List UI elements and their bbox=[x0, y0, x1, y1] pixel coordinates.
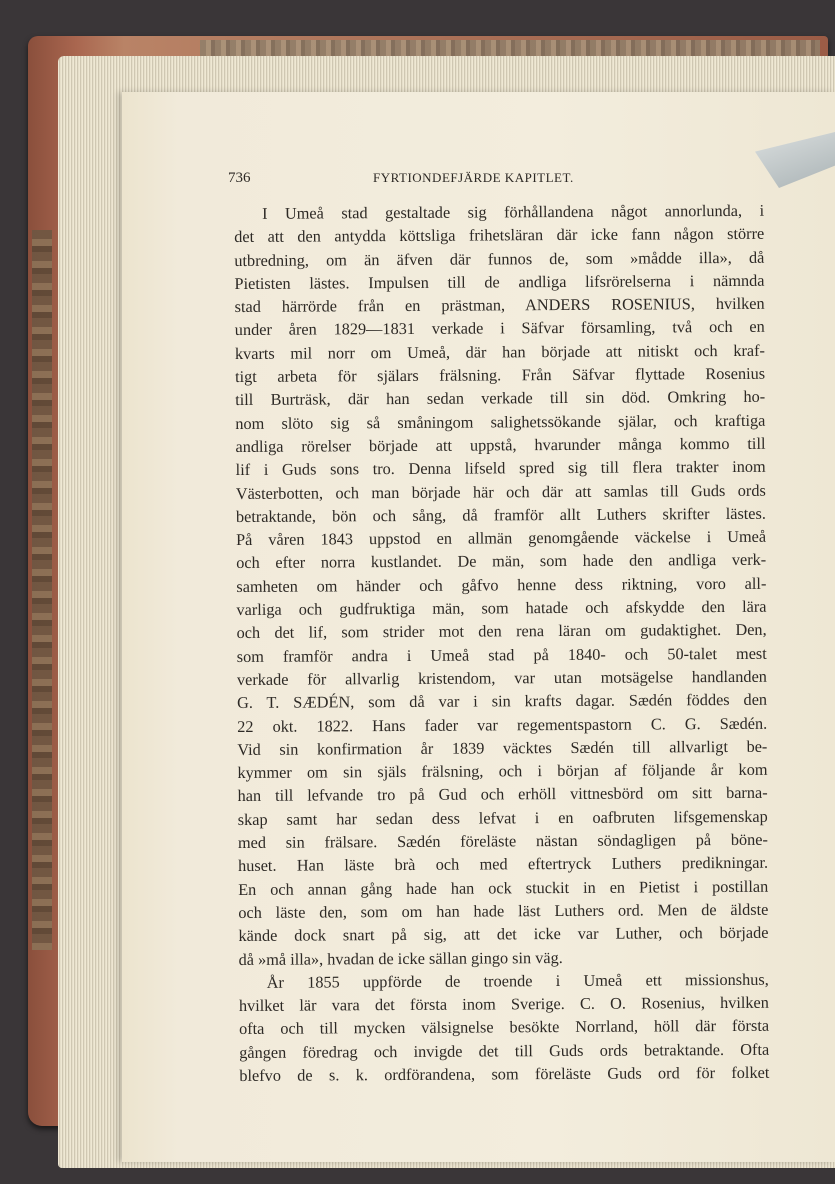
book-page bbox=[122, 92, 835, 1162]
text-line: På våren 1843 uppstod en allmän genomgående väckelse i Umeå bbox=[236, 526, 767, 550]
page-number: 736 bbox=[228, 170, 251, 186]
text-line: En och annan gång hade han ock stuckit in en Pietist i postillan bbox=[238, 876, 769, 899]
text-line: Pietisten lästes. Impulsen till de andliga lifsrörelserna i nämnda bbox=[234, 270, 765, 293]
text-line: verkade för allvarlig kristendom, var utan motsägelse handlanden bbox=[236, 666, 767, 689]
text-line: gången föredrag och invigde det till Guds ords betraktande. Ofta bbox=[239, 1039, 770, 1062]
text-line: G. T. SÆDÉN, som då var i sin krafts dagar. Sædén föddes den bbox=[237, 689, 768, 713]
text-line: med sin frälsare. Sædén föreläste nästan söndagligen på böne- bbox=[237, 829, 768, 853]
text-line: som framför andra i Umeå stad på 1840- och 50-talet mest bbox=[236, 643, 767, 666]
text-line: nom slöto sig så småningom salighetssökande själar, och kraftiga bbox=[235, 410, 766, 433]
text-line: kände dock snart på sig, att det icke var Luther, och började bbox=[238, 922, 769, 946]
text-line: han till lefvande tro på Gud och erhöll vittnesbörd om sitt barna- bbox=[237, 783, 768, 806]
text-line: då »må illa», hvadan de icke sällan gingo sin väg. bbox=[238, 947, 563, 969]
text-line: 22 okt. 1822. Hans fader var regementspastorn C. G. Sædén. bbox=[237, 713, 768, 736]
body-text bbox=[234, 199, 769, 1088]
text-line: och läste den, som om han hade läst Luthers ord. Men de äldste bbox=[238, 899, 769, 922]
text-line: blefvo de s. k. ordförandena, som föreläste Guds ord för folket bbox=[239, 1062, 770, 1085]
text-line: lif i Guds sons tro. Denna lifseld spred sig till flera trakter inom bbox=[235, 457, 766, 480]
bookmark-ribbon bbox=[755, 132, 835, 188]
text-line: tigt arbeta för själars frälsning. Från Säfvar flyttade Rosenius bbox=[235, 363, 766, 387]
text-line: andliga rörelser började att uppstå, hvarunder många kommo till bbox=[235, 433, 766, 456]
text-line: och efter norra kustlandet. De män, som hade den andliga verk- bbox=[236, 550, 767, 573]
page-header bbox=[228, 170, 728, 190]
text-line: till Burträsk, där han sedan verkade till sin död. Omkring ho- bbox=[235, 387, 766, 410]
text-line: ofta och till mycken välsignelse besökte Norrland, höll där första bbox=[238, 1016, 770, 1039]
book-spine-edge bbox=[32, 230, 52, 950]
text-line: under åren 1829—1831 verkade i Säfvar församling, två och en bbox=[234, 317, 765, 340]
text-line: Vid sin konfirmation år 1839 väcktes Sædén till allvarligt be- bbox=[237, 736, 768, 759]
text-line: I Umeå stad gestaltade sig förhållandena något annorlunda, i bbox=[262, 200, 765, 223]
text-line: betraktande, bön och sång, då framför allt Luthers skrifter lästes. bbox=[235, 503, 766, 526]
text-line: samheten om händer och gåfvo henne dess riktning, voro all- bbox=[236, 573, 767, 596]
text-line: det att den antydda köttsliga frihetsläran där icke fann någon större bbox=[234, 224, 765, 247]
text-line: Västerbotten, och man började här och där att samlas till Guds ords bbox=[235, 480, 766, 503]
running-title: FYRTIONDEFJÄRDE KAPITLET. bbox=[373, 170, 574, 185]
text-line: kymmer om sin själs frälsning, och i början af följande år kom bbox=[237, 759, 768, 783]
text-line: stad härrörde från en prästman, ANDERS ROSENIUS, hvilken bbox=[234, 293, 765, 317]
text-line: kvarts mil norr om Umeå, där han började att nitiskt och kraf- bbox=[234, 340, 765, 363]
text-line: hvilket lär vara det första inom Sverige. C. O. Rosenius, hvilken bbox=[238, 992, 769, 1016]
text-line: skap samt har sedan dess lefvat i en oafbruten lifsgemenskap bbox=[237, 806, 768, 829]
text-line: varliga och gudfruktiga män, som hatade och afskydde den lära bbox=[236, 596, 767, 620]
text-line: År 1855 uppförde de troende i Umeå ett missionshus, bbox=[266, 969, 769, 992]
text-line: och det lif, som strider mot den rena läran om gudaktighet. Den, bbox=[236, 620, 767, 643]
text-line: utbredning, om än äfven där funnos de, som »mådde illa», då bbox=[234, 247, 765, 270]
text-line: huset. Han läste brà och med eftertryck Luthers predikningar. bbox=[237, 853, 769, 876]
